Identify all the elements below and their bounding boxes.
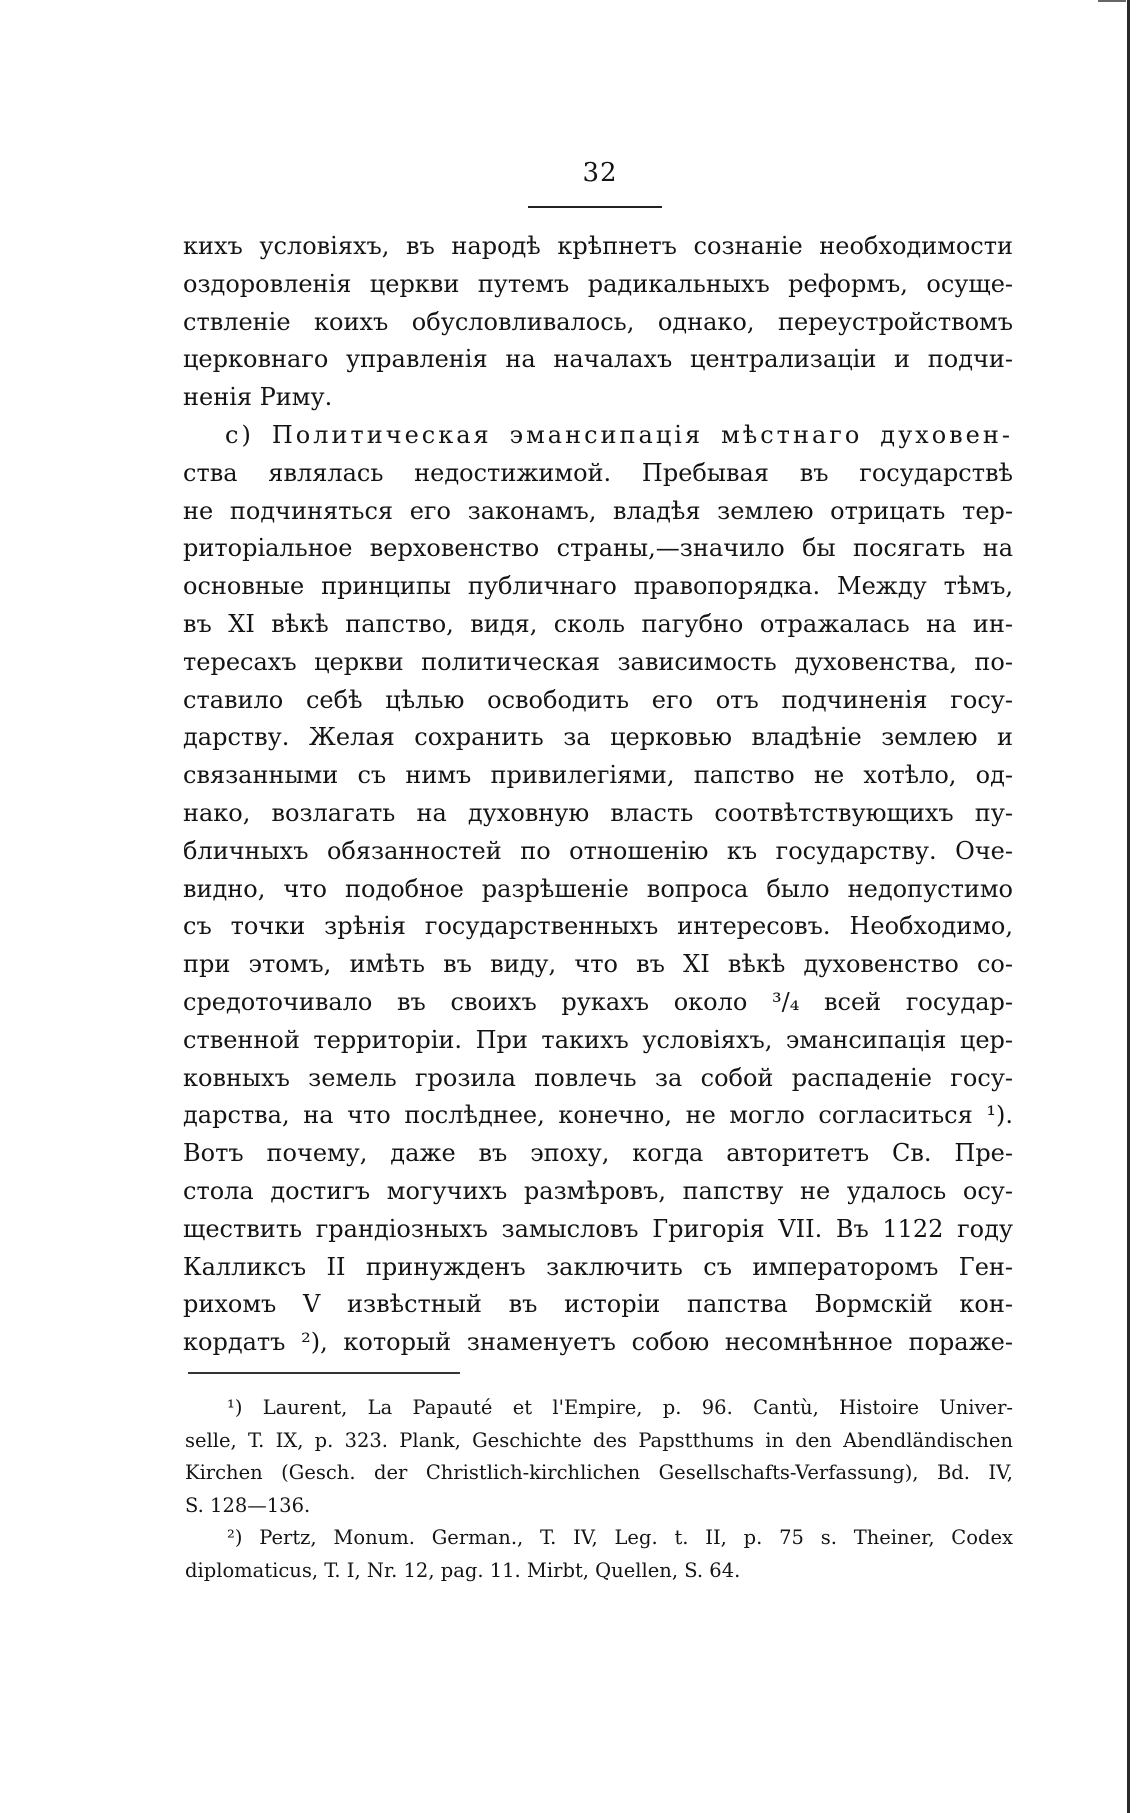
body-line: церковнаго управленія на началахъ централизаціи и подчи- <box>183 345 1013 374</box>
body-line: стола достигъ могучихъ размѣровъ, папству не удалось осу- <box>183 1176 1013 1205</box>
footnote-1-line: S. 128—136. <box>185 1493 311 1517</box>
body-line: основные принципы публичнаго правопорядка. Между тѣмъ, <box>183 572 1013 601</box>
footnote-separator <box>188 1372 460 1374</box>
body-line: Вотъ почему, даже въ эпоху, когда авторитетъ Св. Пре- <box>183 1139 1013 1168</box>
body-line: рихомъ V извѣстный въ исторіи папства Вормскій кон- <box>183 1290 1013 1319</box>
footnotes <box>185 1392 1013 1587</box>
body-line: оздоровленія церкви путемъ радикальныхъ реформъ, осуще- <box>183 269 1013 298</box>
body-line: кихъ условіяхъ, въ народѣ крѣпнетъ сознаніе необходимости <box>183 232 1013 260</box>
body-line: риторіальное верховенство страны,—значило бы посягать на <box>183 534 1013 563</box>
page-number-rule <box>528 206 662 208</box>
body-line: ковныхъ земель грозила повлечь за собой распаденіе госу- <box>183 1063 1013 1092</box>
footnote-1-line: selle, T. IX, p. 323. Plank, Geschichte des Papstthums in den Abendländischen <box>185 1428 1013 1452</box>
body-text <box>183 228 1013 1362</box>
body-line: дарства, на что послѣднее, конечно, не могло согласиться ¹). <box>183 1101 1013 1130</box>
footnote-2-line: ²) Pertz, Monum. German., T. IV, Leg. t. II, p. 75 s. Theiner, Codex <box>227 1526 1013 1549</box>
page-edge-line <box>1127 0 1130 1813</box>
page-edge-mark <box>1098 0 1126 2</box>
body-line: не подчиняться его законамъ, владѣя землею отрицать тер- <box>183 496 1013 525</box>
body-line: ставило себѣ цѣлью освободить его отъ подчиненія госу- <box>183 685 1013 714</box>
body-line: нако, возлагать на духовную власть соотвѣтствующихъ пу- <box>183 798 1013 827</box>
footnote-2-line: diplomaticus, T. I, Nr. 12, pag. 11. Mirbt, Quellen, S. 64. <box>185 1558 741 1582</box>
body-line: при этомъ, имѣть въ виду, что въ XI вѣкѣ духовенство со- <box>183 950 1013 979</box>
body-line: ненія Риму. <box>183 383 333 412</box>
body-line: Калликсъ II принужденъ заключить съ императоромъ Ген- <box>183 1252 1013 1281</box>
body-line: ственной территоріи. При такихъ условіяхъ, эмансипація цер- <box>183 1025 1013 1054</box>
body-line: въ XI вѣкѣ папство, видя, сколь пагубно отражалась на ин- <box>183 609 1013 638</box>
page-number: 32 <box>582 158 618 188</box>
body-line: съ точки зрѣнія государственныхъ интересовъ. Необходимо, <box>183 912 1013 941</box>
body-line: видно, что подобное разрѣшеніе вопроса было недопустимо <box>183 874 1013 903</box>
footnote-1-line: Kirchen (Gesch. der Christlich-kirchlichen Gesellschafts-Verfassung), Bd. IV, <box>185 1461 1013 1484</box>
body-line: тересахъ церкви политическая зависимость духовенства, по- <box>183 647 1013 676</box>
body-line: ства являлась недостижимой. Пребывая въ государствѣ <box>183 458 1013 487</box>
body-line: ствленіе коихъ обусловливалось, однако, переустройствомъ <box>183 307 1013 336</box>
section-c-heading-line: c) Политическая эмансипація мѣстнаго духовен- <box>225 420 1013 449</box>
body-line: дарству. Желая сохранить за церковью владѣніе землею и <box>183 723 1013 752</box>
body-line: ществить грандіозныхъ замысловъ Григорія VII. Въ 1122 году <box>183 1214 1013 1243</box>
footnote-1-line: ¹) Laurent, La Papauté et l'Empire, p. 96. Cantù, Histoire Univer- <box>227 1396 1013 1419</box>
body-line: связанными съ нимъ привилегіями, папство не хотѣло, од- <box>183 761 1013 790</box>
body-line: бличныхъ обязанностей по отношенію къ государству. Оче- <box>183 836 1013 865</box>
body-line: средоточивало въ своихъ рукахъ около ³/₄ всей государ- <box>183 987 1013 1016</box>
body-line: кордатъ ²), который знаменуетъ собою несомнѣнное пораже- <box>183 1328 1013 1357</box>
